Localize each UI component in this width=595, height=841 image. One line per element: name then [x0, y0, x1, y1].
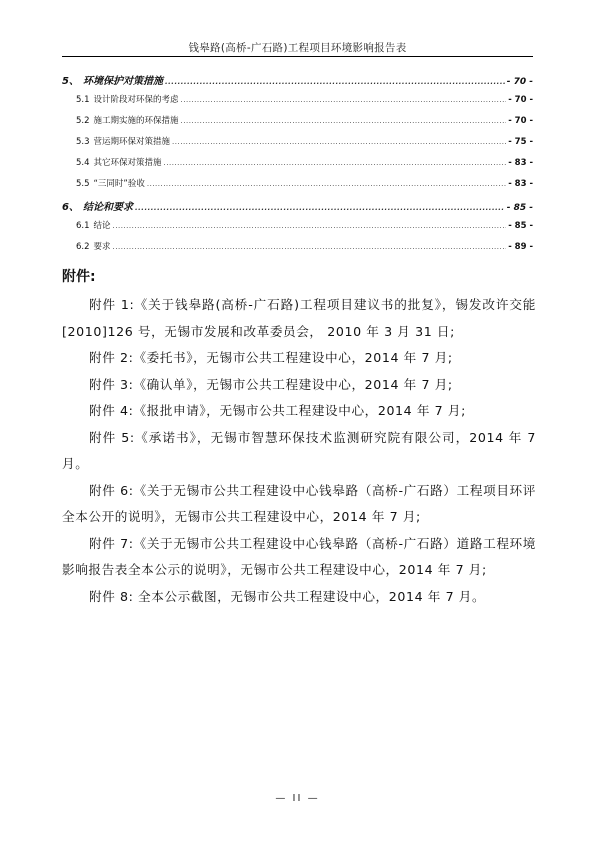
attachment-item: 附件 4:《报批申请》，无锡市公共工程建设中心，2014 年 7 月;: [89, 403, 466, 418]
toc-page: - 85 -: [508, 221, 533, 231]
toc-entry[interactable]: [62, 177, 533, 198]
toc-leader: [113, 243, 507, 251]
toc-entry[interactable]: [62, 156, 533, 177]
toc-title: 结论和要求: [82, 202, 133, 213]
toc-title: 营运期环保对策措施: [93, 137, 171, 147]
attachment-item: 附件 2:《委托书》，无锡市公共工程建设中心，2014 年 7 月;: [89, 350, 453, 365]
toc-title: 环境保护对策措施: [82, 76, 163, 87]
toc-page: - 89 -: [508, 242, 533, 252]
attachment-item: 附件 8: 全本公示截图，无锡市公共工程建设中心，2014 年 7 月。: [89, 588, 486, 604]
toc-number: 5.2: [76, 116, 90, 126]
toc-number: 5.1: [76, 95, 90, 105]
toc-leader: [135, 204, 505, 212]
toc-number: 6.2: [76, 242, 90, 252]
toc-entry[interactable]: [62, 114, 533, 135]
toc-number: 6、: [62, 202, 79, 213]
toc-number: 6.1: [76, 221, 90, 231]
toc-page: - 70 -: [508, 95, 533, 105]
toc-title: 其它环保对策措施: [93, 158, 162, 168]
toc-page: - 83 -: [508, 158, 533, 168]
toc-leader: [172, 138, 506, 146]
attachment-item: 附件 6:《关于无锡市公共工程建设中心钱皋路（高桥-广石路）工程项目环评全本公开的说明》，无锡市公共工程建设中心，2014 年 7 月;: [62, 482, 536, 524]
toc-entry[interactable]: [62, 72, 533, 93]
toc-page: - 83 -: [508, 179, 533, 189]
toc-leader: [181, 96, 507, 104]
toc-entry[interactable]: [62, 135, 533, 156]
page-header: 钱皋路(高桥-广石路)工程项目环境影响报告表: [188, 42, 407, 54]
toc-page: - 75 -: [508, 137, 533, 147]
attachment-item: 附件 7:《关于无锡市公共工程建设中心钱皋路（高桥-广石路）道路工程环境影响报告表全本公示的说明》，无锡市公共工程建设中心，2014 年 7 月;: [62, 535, 536, 577]
attachment-item: 附件 1:《关于钱皋路(高桥-广石路)工程项目建议书的批复》，锡发改许交能[2010]126 号，无锡市发展和改革委员会， 2010 年 3 月 31 日;: [62, 297, 536, 339]
toc-leader: [165, 78, 505, 86]
table-of-contents: [62, 72, 533, 261]
toc-number: 5.3: [76, 137, 90, 147]
attachment-item: 附件 5:《承诺书》，无锡市智慧环保技术监测研究院有限公司，2014 年 7 月。: [62, 429, 536, 471]
header-divider: [62, 56, 533, 57]
toc-leader: [147, 180, 506, 188]
attachments-list: [62, 292, 536, 610]
toc-leader: [164, 159, 507, 167]
attachments-heading: 附件:: [62, 269, 96, 285]
toc-entry[interactable]: [62, 240, 533, 261]
toc-leader: [113, 222, 507, 230]
toc-page: - 70 -: [506, 77, 533, 87]
toc-number: 5.5: [76, 179, 90, 189]
toc-title: 设计阶段对环保的考虑: [93, 95, 179, 105]
toc-entry[interactable]: [62, 219, 533, 240]
toc-page: - 70 -: [508, 116, 533, 126]
toc-title: “三同时”验收: [93, 179, 145, 189]
toc-title: 要求: [93, 242, 111, 252]
page-number: — II —: [275, 793, 320, 804]
toc-number: 5、: [62, 76, 79, 87]
toc-page: - 85 -: [506, 203, 533, 213]
toc-title: 结论: [93, 221, 111, 231]
toc-title: 施工期实施的环保措施: [93, 116, 179, 126]
toc-number: 5.4: [76, 158, 90, 168]
toc-entry[interactable]: [62, 198, 533, 219]
toc-leader: [181, 117, 507, 125]
attachment-item: 附件 3:《确认单》，无锡市公共工程建设中心，2014 年 7 月;: [89, 376, 453, 392]
toc-entry[interactable]: [62, 93, 533, 114]
